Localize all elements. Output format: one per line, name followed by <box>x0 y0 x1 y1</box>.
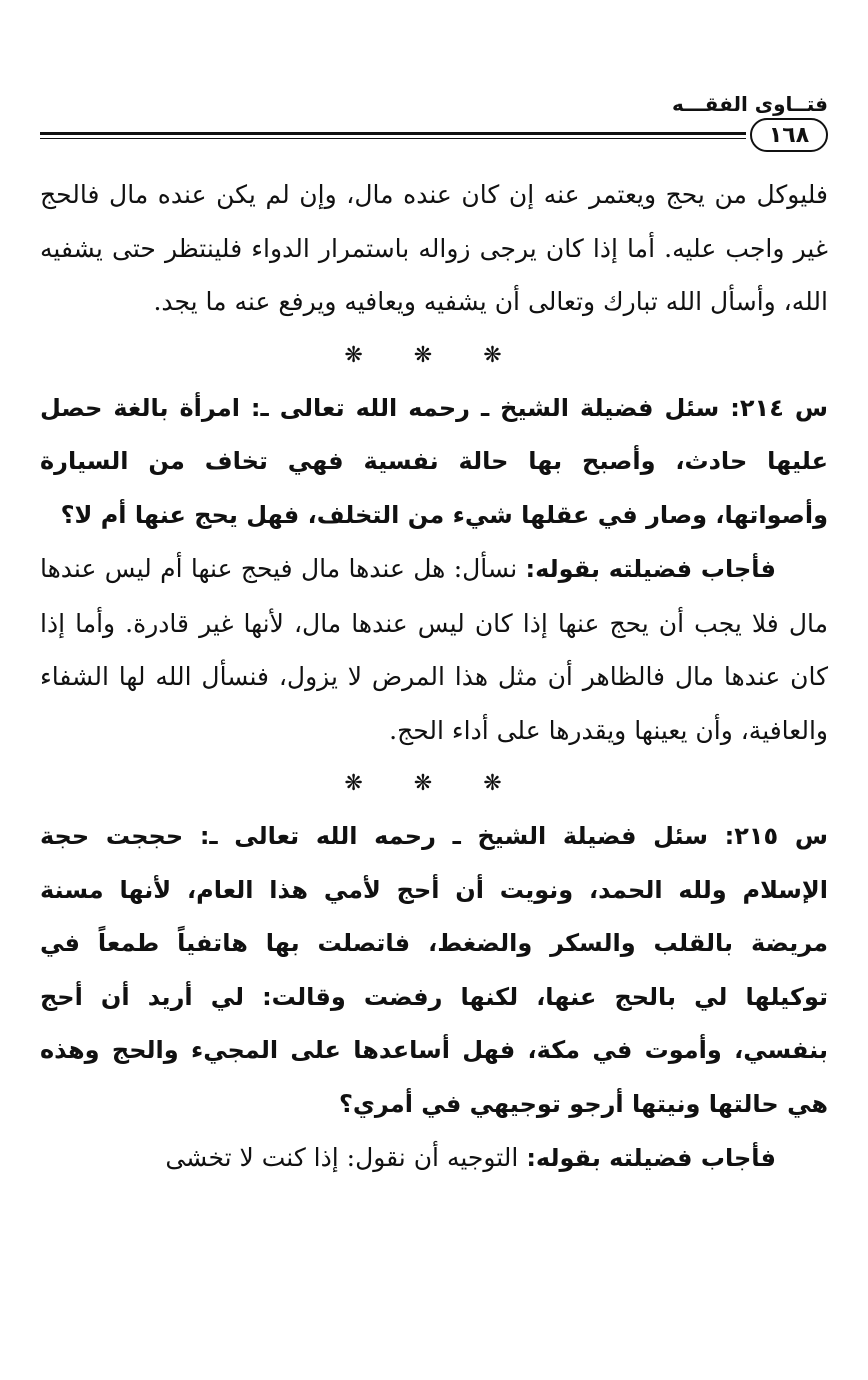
question-214-number: س ٢١٤: <box>730 393 828 422</box>
book-title: فتــاوى الفقـــه <box>672 92 828 116</box>
question-215-text: سئل فضيلة الشيخ ـ رحمه الله تعالى ـ: حججت حجة الإسلام ولله الحمد، ونويت أن أحج لأمي هذا العام، لأنها مسنة مريضة بالقلب والسكر والضغط، فاتصلت بها هاتفياً طمعاً في توكيلها لي بالحج عنها، لكنها رفضت وقالت: لي أريد أن أحج بنفسي، وأموت في مكة، فهل أساعدها على المجيء والحج وهذه هي حالتها ونيتها أرجو توجيهي في أمري؟ <box>40 822 828 1118</box>
header-rule <box>40 132 746 139</box>
question-215-number: س ٢١٥: <box>724 822 828 850</box>
page-body <box>40 168 828 1186</box>
section-separator: ❋ ❋ ❋ <box>344 771 524 796</box>
answer-215-text: التوجيه أن نقول: إذا كنت لا تخشى <box>165 1143 519 1172</box>
answer-215-lead: فأجاب فضيلته بقوله: <box>526 1144 776 1172</box>
answer-214-lead: فأجاب فضيلته بقوله: <box>525 555 776 583</box>
answer-214-text: نسأل: هل عندها مال فيحج عنها أم ليس عندها مال فلا يجب أن يحج عنها إذا كان ليس عندها مال، لأنها غير قادرة. وأما إذا كان عندها مال فالظاهر أن مثل هذا المرض لا يزول، فنسأل الله لها الشفاء والعافية، وأن يعينها ويقدرها على أداء الحج. <box>40 554 828 745</box>
answer-214 <box>40 542 828 757</box>
answer-215 <box>40 1131 828 1186</box>
question-214-text: سئل فضيلة الشيخ ـ رحمه الله تعالى ـ: امرأة بالغة حصل عليها حادث، وأصبح بها حالة نفسية فهي تخاف من السيارة وأصواتها، وصار في عقلها شيء من التخلف، فهل يحج عنها أم لا؟ <box>40 393 828 529</box>
paragraph-continuation: فليوكل من يحج ويعتمر عنه إن كان عنده مال، وإن لم يكن عنده مال فالحج غير واجب عليه. أما إذا كان يرجى زواله باستمرار الدواء فلينتظر حتى يشفيه الله، وأسأل الله تبارك وتعالى أن يشفيه ويعافيه ويرفع عنه ما يجد. <box>40 180 828 316</box>
page-number: ١٦٨ <box>750 118 828 152</box>
question-215 <box>40 810 828 1131</box>
section-separator: ❋ ❋ ❋ <box>344 342 524 368</box>
question-214 <box>40 382 828 543</box>
page-header <box>40 92 828 154</box>
